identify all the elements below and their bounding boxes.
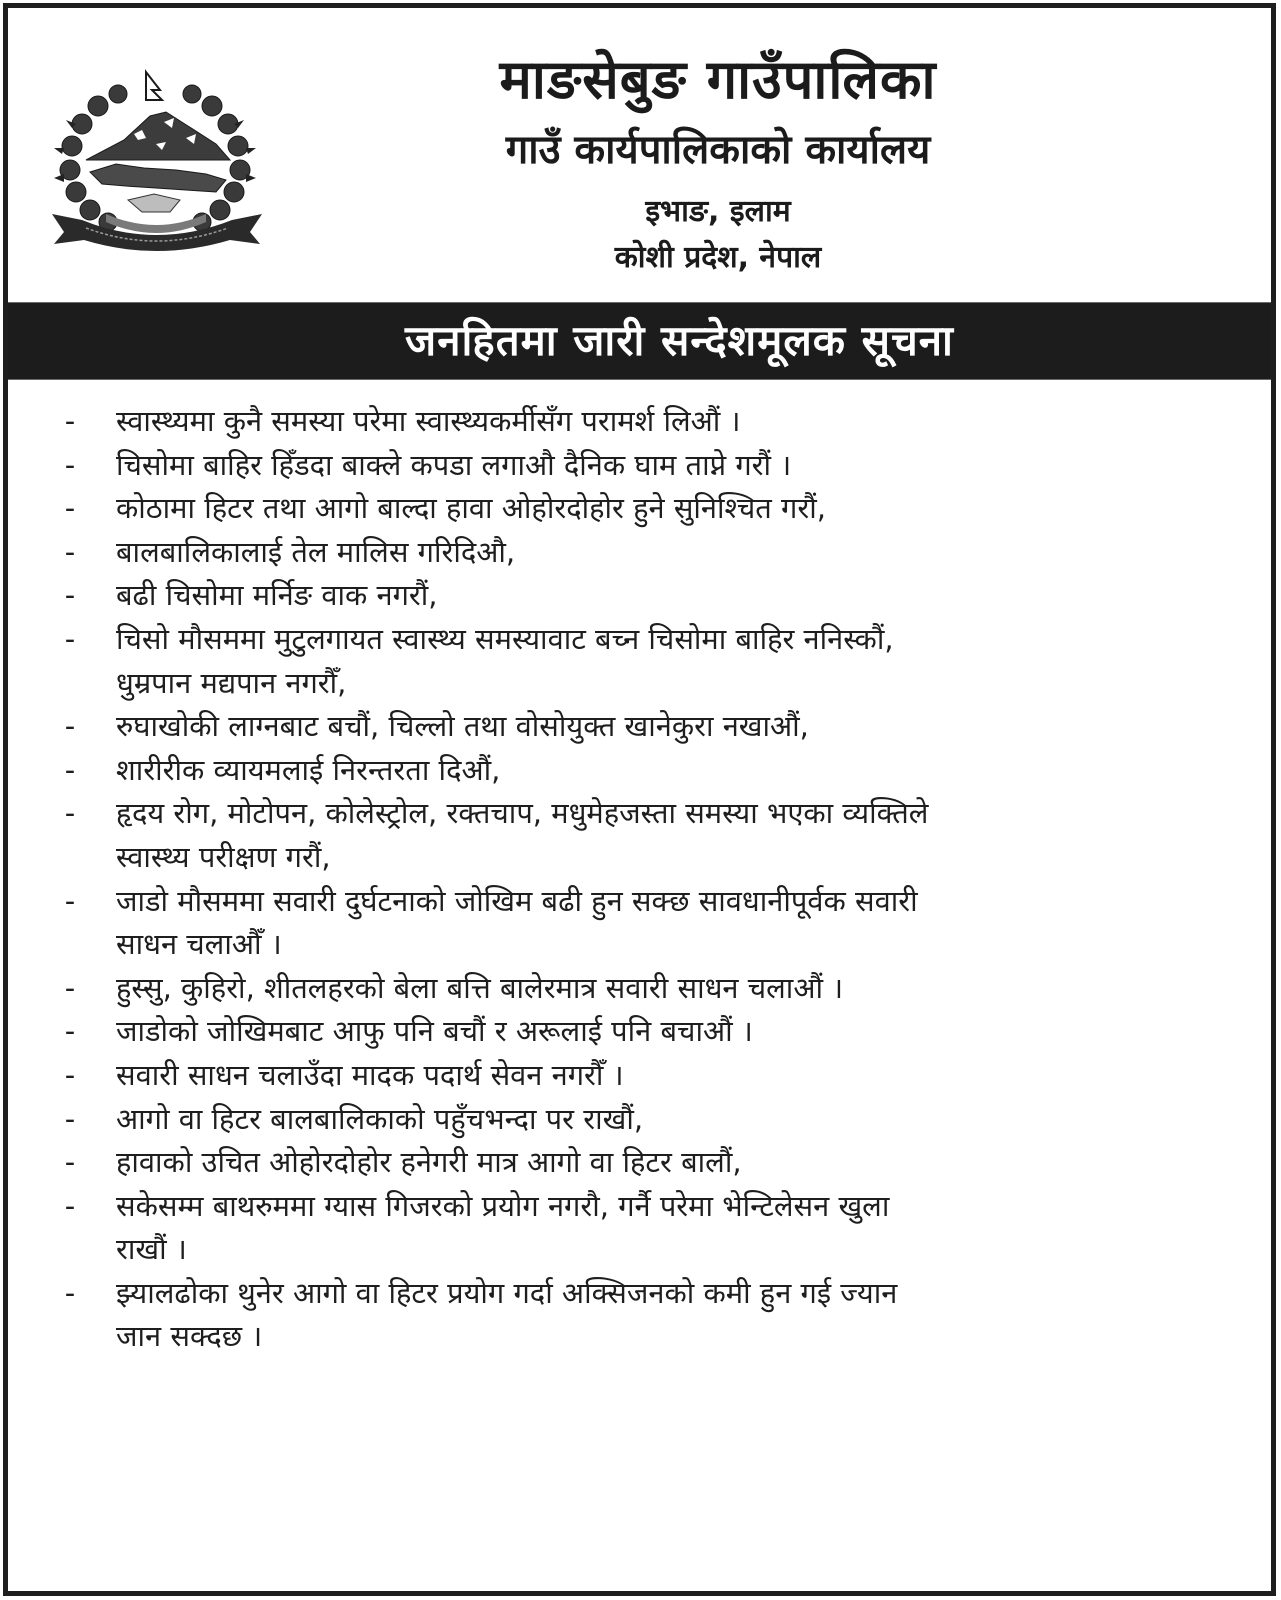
notice-title: जनहितमा जारी सन्देशमूलक सूचना (405, 316, 954, 365)
dash-bullet-icon: - (64, 1188, 76, 1223)
dash-bullet-icon: - (64, 621, 76, 656)
notice-item (8, 792, 1271, 879)
office-title-block (268, 44, 1168, 280)
dash-bullet-icon: - (64, 404, 76, 438)
dash-bullet-icon: - (64, 1275, 76, 1310)
notice-item-line: शारीरीक व्यायमलाई निरन्तरता दिऔं, (116, 752, 501, 787)
dash-bullet-icon: - (64, 1014, 76, 1049)
notice-item-line: धुम्रपान मद्यपान नगरौँ, (116, 665, 347, 700)
notice-item-line: स्वास्थ्यमा कुनै समस्या परेमा स्वास्थ्यकर्मीसँग परामर्श लिऔं । (116, 404, 741, 438)
notice-item-line: सकेसम्म बाथरुममा ग्यास गिजरको प्रयोग नगरौ, गर्नै परेमा भेन्टिलेसन खुला (116, 1188, 890, 1223)
notice-item (8, 444, 1271, 488)
dash-bullet-icon: - (64, 1145, 76, 1180)
notice-item-line: राखौं । (116, 1232, 187, 1267)
notice-item (8, 574, 1271, 618)
notice-item-line: स्वास्थ्य परीक्षण गरौं, (116, 839, 331, 874)
notice-item-line: हावाको उचित ओहोरदोहोर हनेगरी मात्र आगो वा हिटर बालौं, (116, 1145, 742, 1180)
notice-item-line: जान सक्दछ । (116, 1319, 263, 1354)
notice-item-line: जाडो मौसममा सवारी दुर्घटनाको जोखिम बढी हुन सक्छ सावधानीपूर्वक सवारी (116, 883, 918, 918)
notice-item-line: चिसो मौसममा मुटुलगायत स्वास्थ्य समस्यावाट बच्न चिसोमा बाहिर ननिस्कौं, (116, 621, 894, 656)
notice-item (8, 1098, 1271, 1142)
dash-bullet-icon: - (64, 578, 76, 613)
dash-bullet-icon: - (64, 752, 76, 787)
dash-bullet-icon: - (64, 1101, 76, 1136)
dash-bullet-icon: - (64, 883, 76, 918)
dash-bullet-icon: - (64, 491, 76, 526)
notice-page (3, 3, 1276, 1596)
dash-bullet-icon: - (64, 709, 76, 744)
notice-item-line: रुघाखोकी लाग्नबाट बचौं, चिल्लो तथा वोसोयुक्त खानेकुरा नखाऔं, (116, 709, 809, 744)
notice-item (8, 1185, 1271, 1272)
notice-item-line: आगो वा हिटर बालबालिकाको पहुँचभन्दा पर राखौं, (116, 1101, 644, 1136)
office-location: इभाङ, इलाम (645, 194, 791, 229)
notice-item (8, 749, 1271, 793)
notice-item (8, 1141, 1271, 1185)
dash-bullet-icon: - (64, 796, 76, 831)
notice-item-line: चिसोमा बाहिर हिँडदा बाक्ले कपडा लगाऔ दैनिक घाम ताप्ने गरौं । (116, 447, 792, 482)
notice-item (8, 967, 1271, 1011)
notice-banner (8, 302, 1271, 380)
notice-item-line: झ्यालढोका थुनेर आगो वा हिटर प्रयोग गर्दा अक्सिजनको कमी हुन गई ज्यान (116, 1275, 898, 1310)
nepal-emblem-icon (46, 64, 268, 254)
notice-item-line: हृदय रोग, मोटोपन, कोलेस्ट्रोल, रक्तचाप, मधुमेहजस्ता समस्या भएका व्यक्तिले (116, 796, 929, 831)
notice-item (8, 1010, 1271, 1054)
notice-item-line: बढी चिसोमा मर्निङ वाक नगरौं, (116, 578, 438, 613)
notice-item-line: जाडोको जोखिमबाट आफु पनि बचौं र अरूलाई पनि बचाऔं । (116, 1014, 753, 1049)
letterhead (8, 8, 1271, 300)
notice-item (8, 1054, 1271, 1098)
notice-item-line: बालबालिकालाई तेल मालिस गरिदिऔ, (116, 534, 516, 569)
notice-item (8, 531, 1271, 575)
notice-list (8, 400, 1271, 1359)
dash-bullet-icon: - (64, 1057, 76, 1092)
dash-bullet-icon: - (64, 970, 76, 1005)
office-name: गाउँ कार्यपालिकाको कार्यालय (505, 127, 931, 173)
notice-item (8, 400, 1271, 444)
notice-item (8, 487, 1271, 531)
notice-item-line: साधन चलाऔँ । (116, 927, 282, 962)
notice-item (8, 618, 1271, 705)
notice-item-line: सवारी साधन चलाउँदा मादक पदार्थ सेवन नगरौँ । (116, 1057, 624, 1092)
dash-bullet-icon: - (64, 534, 76, 569)
office-province: कोशी प्रदेश, नेपाल (614, 240, 822, 275)
notice-item-line: कोठामा हिटर तथा आगो बाल्दा हावा ओहोरदोहोर हुने सुनिश्चित गरौं, (116, 491, 826, 526)
dash-bullet-icon: - (64, 447, 76, 482)
municipality-name: माङसेबुङ गाउँपालिका (499, 48, 937, 111)
notice-item (8, 1272, 1271, 1359)
notice-item-line: हुस्सु, कुहिरो, शीतलहरको बेला बत्ति बालेरमात्र सवारी साधन चलाऔं । (116, 970, 844, 1005)
notice-item (8, 705, 1271, 749)
notice-item (8, 880, 1271, 967)
